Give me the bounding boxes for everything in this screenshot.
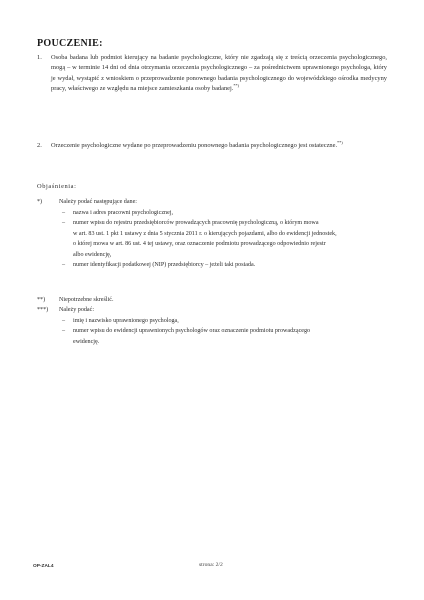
footnote-intro: Niepotrzebne skreślić.	[59, 297, 114, 303]
item-footnote-mark: **)	[337, 140, 343, 145]
footnote-mark: **)	[37, 297, 46, 303]
footnote-intro: Należy podać następujące dane:	[59, 199, 137, 205]
item-text: Osoba badana lub podmiot kierujący na badanie psychologiczne, który nie zgadzają się z treścią orzeczenia psychologicznego, mogą – w terminie 14 dni od dnia otrzymania orzeczenia psychologicznego – za pośrednictwem uprawnionego psychologa, który je wydał, wystąpić z wnioskiem o przeprowadzenie ponownego badania psychologicznego do wojewódzkiego ośrodka medycyny pracy, właściwego ze względu na miejsce zamieszkania osoby badanej.	[51, 54, 387, 93]
footnote-dash-item: – nazwa i adres pracowni psychologicznej,	[62, 209, 173, 216]
footnote-intro: Należy podać:	[59, 307, 95, 313]
item-text: Orzeczenie psychologiczne wydane po przeprowadzeniu ponownego badania psychologicznego jest ostateczne.	[51, 142, 338, 149]
footnote-dash-item: – numer identyfikacji podatkowej (NIP) przedsiębiorcy – jeżeli taki posiada.	[62, 262, 256, 268]
page-number: strona: 2/2	[199, 562, 223, 568]
item-number: 1.	[37, 54, 42, 61]
form-code: OP-ZAL4	[33, 564, 54, 569]
page-heading: POUCZENIE:	[37, 38, 103, 49]
footnote-dash-item: – imię i nazwisko uprawnionego psychologa,	[62, 317, 179, 324]
item-footnote-mark: **)	[233, 83, 239, 89]
footnote-dash-item: – numer wpisu do ewidencji uprawnionych psychologów oraz oznaczenie podmiotu prowadzącego ewidencję.	[62, 328, 311, 345]
explanations-heading: Objaśnienia:	[37, 183, 77, 190]
footnote-mark: ***)	[37, 307, 49, 313]
footnote-mark: *)	[37, 199, 43, 205]
footnote-dash-item: – numer wpisu do rejestru przedsiębiorców prowadzących pracownię psychologiczną, o którym mowa w art. 83 ust. 1 pkt 1 ustawy z dnia 5 stycznia 2011 r. o kierujących pojazdami, albo do ewidencji jednostek, o której mowa w art. 86 ust. 4 tej ustawy, oraz oznaczenie podmiotu prowadzącego odpowiednio rejestr albo ewidencję,	[62, 220, 337, 258]
item-number: 2.	[37, 142, 42, 149]
